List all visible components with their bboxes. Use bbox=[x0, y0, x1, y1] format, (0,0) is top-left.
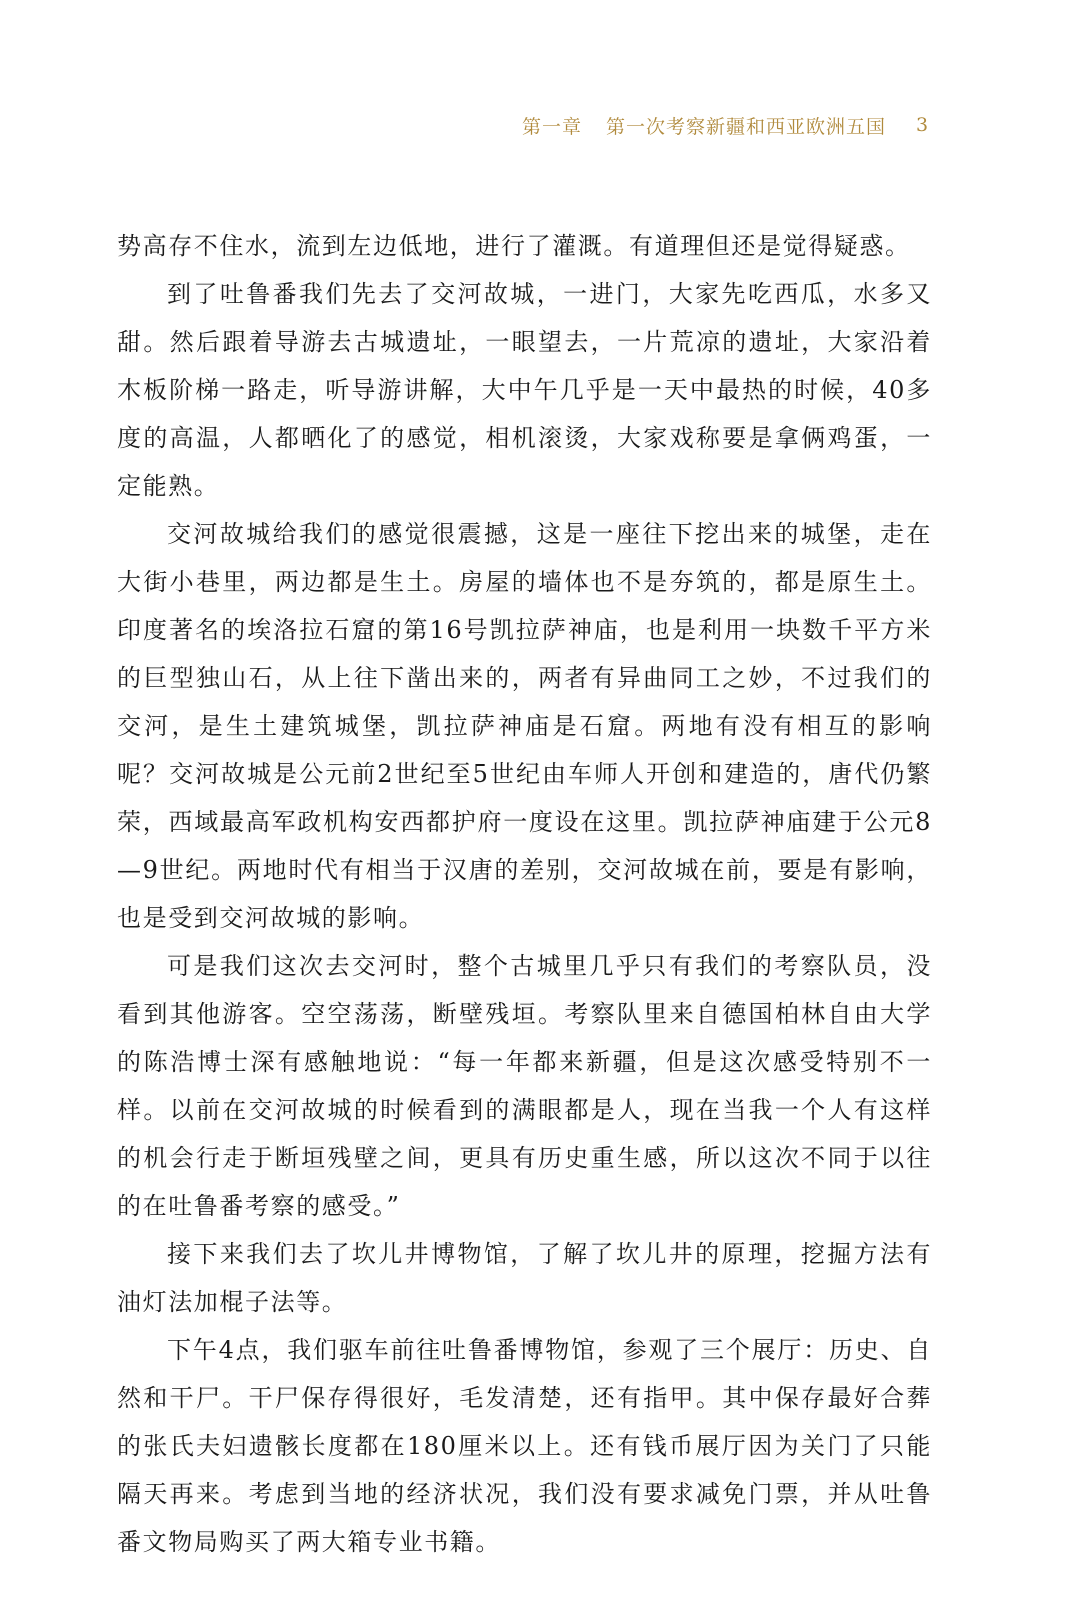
running-header bbox=[522, 112, 930, 142]
paragraph: 可是我们这次去交河时，整个古城里几乎只有我们的考察队员，没看到其他游客。空空荡荡，断壁残垣。考察队里来自德国柏林自由大学的陈浩博士深有感触地说：“每一年都来新疆，但是这次感受特别不一样。以前在交河故城的时候看到的满眼都是人，现在当我一个人有这样的机会行走于断垣残壁之间，更具有历史重生感，所以这次不同于以往的在吐鲁番考察的感受。” bbox=[117, 952, 932, 1220]
page-body bbox=[117, 222, 932, 1566]
chapter-label: 第一章 bbox=[522, 116, 583, 138]
chapter-title: 第一次考察新疆和西亚欧洲五国 bbox=[606, 116, 887, 138]
paragraph: 下午4点，我们驱车前往吐鲁番博物馆，参观了三个展厅：历史、自然和干尸。干尸保存得很好，毛发清楚，还有指甲。其中保存最好合葬的张氏夫妇遗骸长度都在180厘米以上。还有钱币展厅因为关门了只能隔天再来。考虑到当地的经济状况，我们没有要求减免门票，并从吐鲁番文物局购买了两大箱专业书籍。 bbox=[117, 1336, 932, 1556]
paragraph: 到了吐鲁番我们先去了交河故城，一进门，大家先吃西瓜，水多又甜。然后跟着导游去古城遗址，一眼望去，一片荒凉的遗址，大家沿着木板阶梯一路走，听导游讲解，大中午几乎是一天中最热的时候，40多度的高温，人都晒化了的感觉，相机滚烫，大家戏称要是拿俩鸡蛋，一定能熟。 bbox=[117, 280, 932, 500]
paragraph: 势高存不住水，流到左边低地，进行了灌溉。有道理但还是觉得疑惑。 bbox=[117, 232, 911, 260]
page-number: 3 bbox=[916, 114, 929, 136]
paragraph: 接下来我们去了坎儿井博物馆，了解了坎儿井的原理，挖掘方法有油灯法加棍子法等。 bbox=[117, 1240, 932, 1316]
paragraph: 交河故城给我们的感觉很震撼，这是一座往下挖出来的城堡，走在大街小巷里，两边都是生土。房屋的墙体也不是夯筑的，都是原生土。印度著名的埃洛拉石窟的第16号凯拉萨神庙，也是利用一块数千平方米的巨型独山石，从上往下凿出来的，两者有异曲同工之妙，不过我们的交河，是生土建筑城堡，凯拉萨神庙是石窟。两地有没有相互的影响呢？交河故城是公元前2世纪至5世纪由车师人开创和建造的，唐代仍繁荣，西域最高军政机构安西都护府一度设在这里。凯拉萨神庙建于公元8—9世纪。两地时代有相当于汉唐的差别，交河故城在前，要是有影响，也是受到交河故城的影响。 bbox=[117, 520, 932, 932]
